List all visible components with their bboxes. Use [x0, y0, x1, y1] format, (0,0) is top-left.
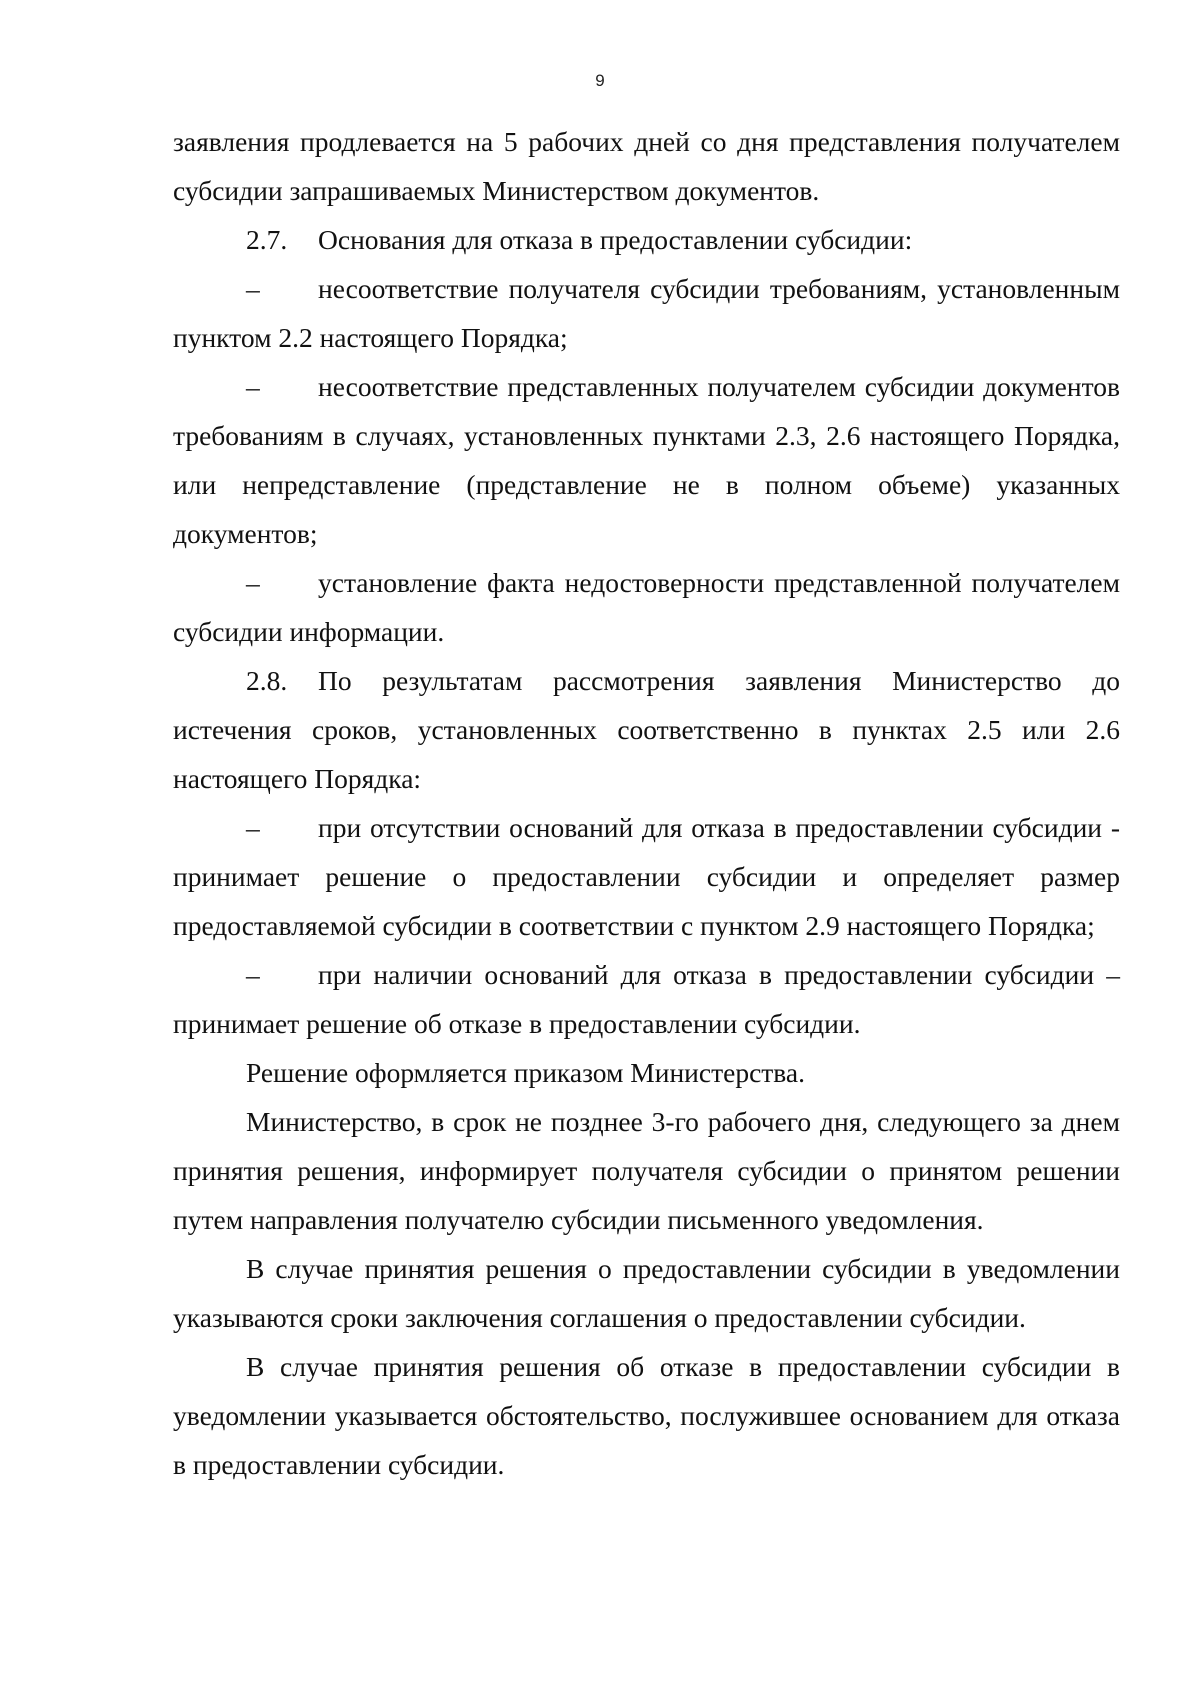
paragraph-refusal-case: В случае принятия решения об отказе в предоставлении субсидии в уведомлении указывается обстоятельство, послужившее основанием для отказа в предоставлении субсидии.: [173, 1351, 1120, 1480]
paragraph-notification: Министерство, в срок не позднее 3-го рабочего дня, следующего за днем принятия решения, информирует получателя субсидии о принятом решении путем направления получателю субсидии письменного уведомления.: [173, 1106, 1120, 1235]
dash-bullet: –: [246, 812, 260, 843]
paragraph-decision: Решение оформляется приказом Министерства.: [246, 1057, 805, 1088]
paragraph-approval-case: В случае принятия решения о предоставлении субсидии в уведомлении указываются сроки заключения соглашения о предоставлении субсидии.: [173, 1253, 1120, 1333]
list-item-dash: [173, 950, 1120, 1048]
clause-number: 2.8.: [246, 665, 288, 696]
dash-bullet: –: [246, 959, 260, 990]
paragraph-text: Основания для отказа в предоставлении субсидии:: [318, 224, 913, 255]
dash-bullet: –: [246, 371, 260, 402]
document-body: [173, 117, 1120, 1489]
list-item-text: при отсутствии оснований для отказа в предоставлении субсидии - принимает решение о предоставлении субсидии и определяет размер предоставляемой субсидии в соответствии с пунктом 2.9 настоящего Порядка;: [173, 812, 1120, 941]
list-item-text: несоответствие представленных получателем субсидии документов требованиям в случаях, установленных пунктами 2.3, 2.6 настоящего Порядка, или непредставление (представление не в полном объеме) указанных документов;: [173, 371, 1120, 549]
list-item-dash: [173, 558, 1120, 656]
paragraph-2-8: [173, 656, 1120, 803]
page-number: 9: [595, 71, 605, 90]
list-item-dash: [173, 803, 1120, 950]
dash-bullet: –: [246, 567, 260, 598]
list-item-text: установление факта недостоверности представленной получателем субсидии информации.: [173, 567, 1120, 647]
list-item-text: несоответствие получателя субсидии требованиям, установленным пунктом 2.2 настоящего Порядка;: [173, 273, 1120, 353]
list-item-text: при наличии оснований для отказа в предоставлении субсидии – принимает решение об отказе в предоставлении субсидии.: [173, 959, 1120, 1039]
paragraph-2-7: [173, 215, 1120, 264]
dash-bullet: –: [246, 273, 260, 304]
paragraph-continuation: заявления продлевается на 5 рабочих дней со дня представления получателем субсидии запрашиваемых Министерством документов.: [173, 126, 1120, 206]
paragraph-text: По результатам рассмотрения заявления Министерство до истечения сроков, установленных соответственно в пунктах 2.5 или 2.6 настоящего Порядка:: [173, 665, 1120, 794]
clause-number: 2.7.: [246, 224, 288, 255]
list-item-dash: [173, 362, 1120, 558]
list-item-dash: [173, 264, 1120, 362]
